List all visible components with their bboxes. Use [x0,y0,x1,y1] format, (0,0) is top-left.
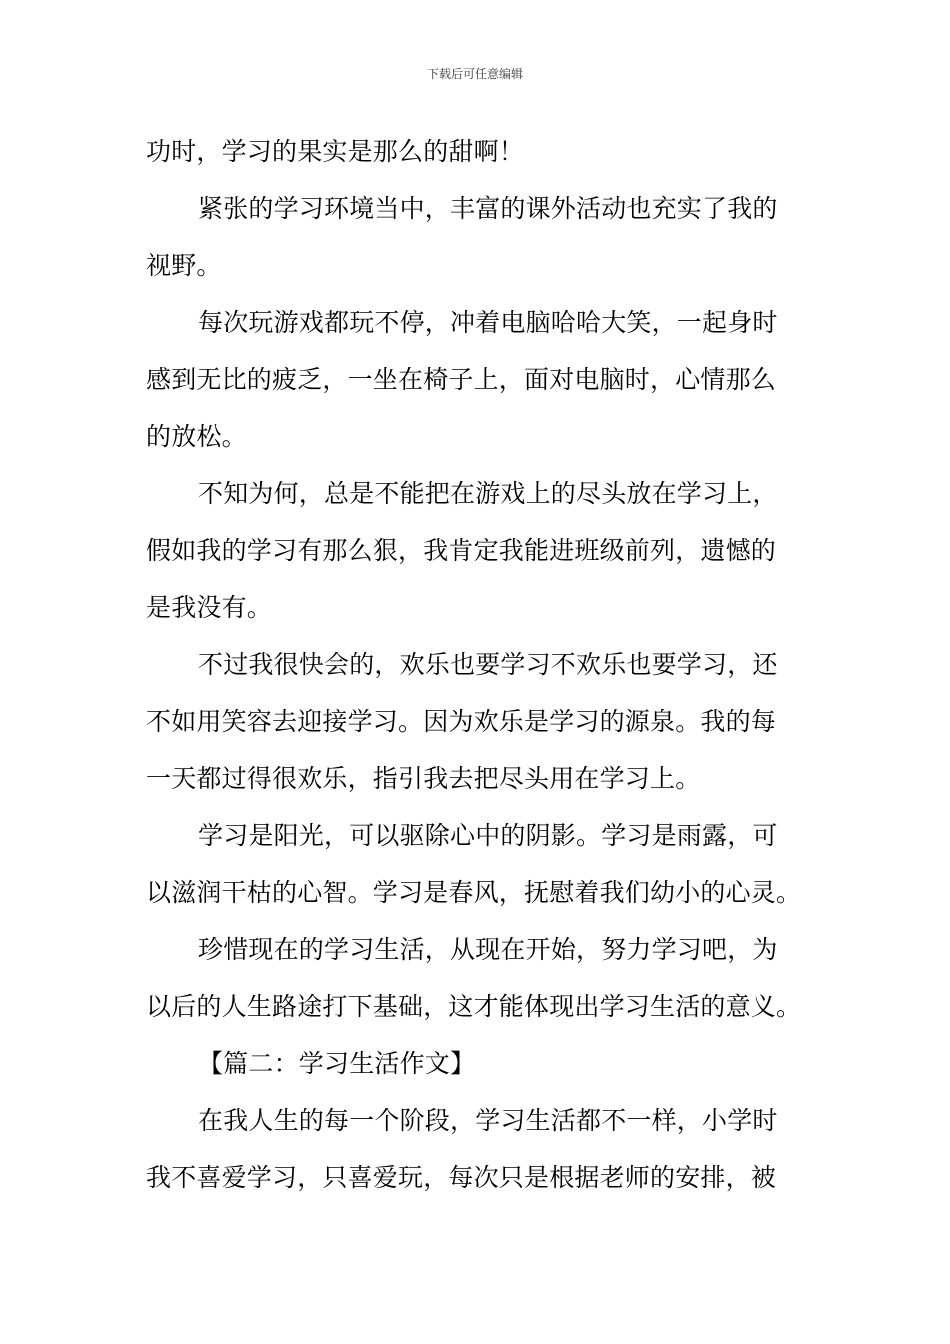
text-line: 功时，学习的果实是那么的甜啊！ [146,137,525,166]
text-line: 我不喜爱学习，只喜爱玩，每次只是根据老师的安排，被 [146,1163,777,1192]
text-line: 假如我的学习有那么狠，我肯定我能进班级前列，遗憾的 [146,536,777,565]
text-line: 不过我很快会的，欢乐也要学习不欢乐也要学习，还 [198,650,778,679]
text-line: 一天都过得很欢乐，指引我去把尽头用在学习上。 [146,764,701,793]
text-line: 珍惜现在的学习生活，从现在开始，努力学习吧，为 [198,935,778,964]
page-header: 下载后可任意编辑 [426,67,523,81]
text-line: 每次玩游戏都玩不停，冲着电脑哈哈大笑，一起身时 [198,308,778,337]
text-line: 以后的人生路途打下基础，这才能体现出学习生活的意义。 [146,992,802,1021]
text-line: 感到无比的疲乏，一坐在椅子上，面对电脑时，心情那么 [146,365,777,394]
text-line: 不如用笑容去迎接学习。因为欢乐是学习的源泉。我的每 [146,707,777,736]
text-line: 是我没有。 [146,593,273,622]
section-heading: 【篇二：学习生活作文】 [198,1049,476,1078]
text-line: 学习是阳光，可以驱除心中的阴影。学习是雨露，可 [198,821,778,850]
text-line: 的放松。 [146,422,247,451]
text-line: 视野。 [146,251,222,280]
text-line: 不知为何，总是不能把在游戏上的尽头放在学习上， [198,479,778,508]
text-line: 在我人生的每一个阶段，学习生活都不一样，小学时 [198,1106,778,1135]
text-line: 紧张的学习环境当中，丰富的课外活动也充实了我的 [198,194,778,223]
text-line: 以滋润干枯的心智。学习是春风，抚慰着我们幼小的心灵。 [146,878,802,907]
